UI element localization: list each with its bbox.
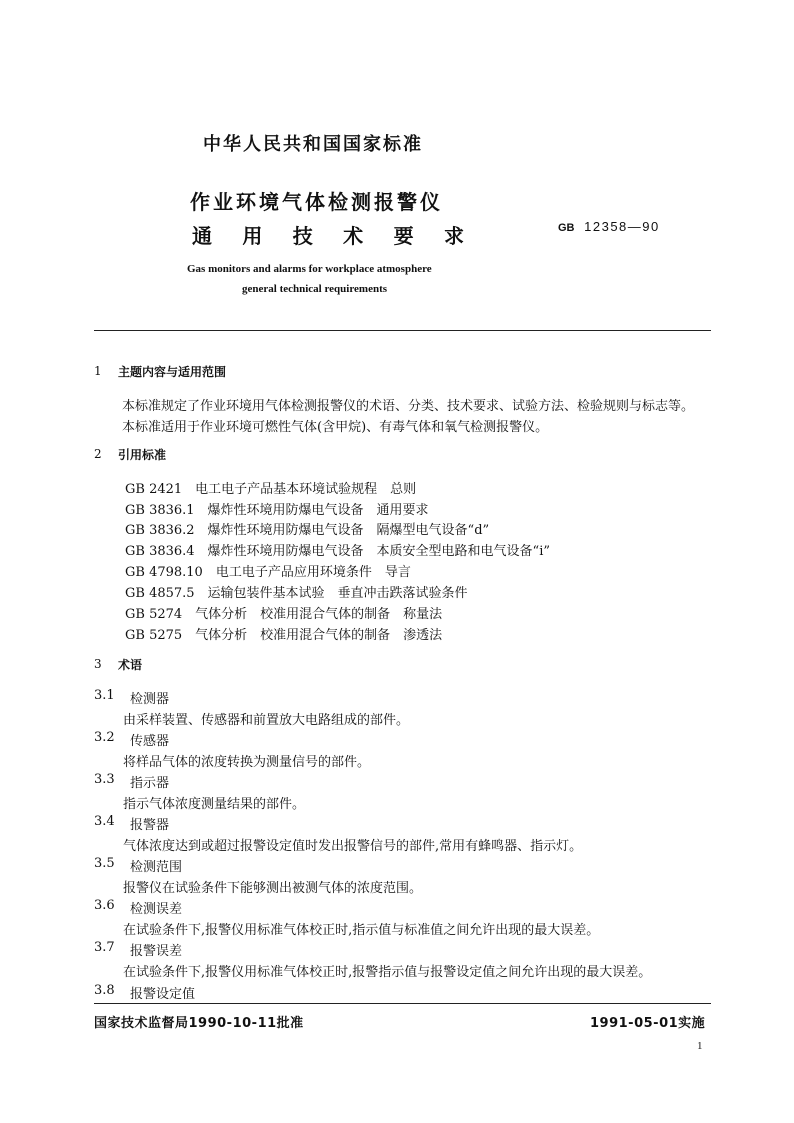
approval-line: 国家技术监督局1990-10-11批准 xyxy=(94,1016,304,1031)
section-heading: 主题内容与适用范围 xyxy=(118,365,227,379)
reference-item: GB 3836.2 爆炸性环境用防爆电气设备 隔爆型电气设备“d” xyxy=(125,523,490,538)
paragraph: 本标准规定了作业环境用气体检测报警仪的术语、分类、技术要求、试验方法、检验规则与标志等。 xyxy=(122,399,695,414)
term-number: 3.2 xyxy=(94,730,115,745)
paragraph: 本标准适用于作业环境可燃性气体(含甲烷)、有毒气体和氧气检测报警仪。 xyxy=(122,420,549,435)
term-name: 检测误差 xyxy=(130,902,183,917)
reference-item: GB 3836.1 爆炸性环境用防爆电气设备 通用要求 xyxy=(125,503,429,518)
term-number: 3.7 xyxy=(94,940,115,955)
term-number: 3.1 xyxy=(94,688,115,703)
section-heading: 术语 xyxy=(118,658,143,672)
footer-divider xyxy=(94,1003,711,1004)
document-title-line2 xyxy=(192,220,464,249)
term-definition: 在试验条件下,报警仪用标准气体校正时,报警指示值与报警设定值之间允许出现的最大误差。 xyxy=(123,965,652,980)
term-name: 报警器 xyxy=(130,818,170,833)
term-number: 3.5 xyxy=(94,856,115,871)
reference-item: GB 4857.5 运输包装件基本试验 垂直冲击跌落试验条件 xyxy=(125,586,468,601)
term-number: 3.6 xyxy=(94,898,115,913)
section-number: 3 xyxy=(94,657,102,671)
term-number: 3.4 xyxy=(94,814,115,829)
title-char: 用 xyxy=(242,224,263,248)
document-title-line1: 作业环境气体检测报警仪 xyxy=(190,190,443,214)
term-definition: 在试验条件下,报警仪用标准气体校正时,指示值与标准值之间允许出现的最大误差。 xyxy=(123,923,600,938)
title-char: 求 xyxy=(443,224,464,248)
term-definition: 将样品气体的浓度转换为测量信号的部件。 xyxy=(123,755,371,770)
title-char: 通 xyxy=(192,224,212,248)
term-name: 指示器 xyxy=(130,776,170,791)
effective-date: 1991-05-01实施 xyxy=(590,1016,706,1031)
page-number: 1 xyxy=(697,1040,703,1052)
term-number: 3.3 xyxy=(94,772,115,787)
section-number: 1 xyxy=(94,364,102,378)
term-name: 报警误差 xyxy=(130,944,183,959)
term-number: 3.8 xyxy=(94,983,115,998)
national-standard-heading: 中华人民共和国国家标准 xyxy=(203,134,423,155)
english-title-line2: general technical requirements xyxy=(242,283,388,295)
term-definition: 指示气体浓度测量结果的部件。 xyxy=(123,797,306,812)
reference-item: GB 2421 电工电子产品基本环境试验规程 总则 xyxy=(125,482,417,497)
header-divider xyxy=(94,330,711,331)
english-title-line1: Gas monitors and alarms for workplace atmosphere xyxy=(187,263,432,275)
term-name: 检测范围 xyxy=(130,860,183,875)
term-definition: 由采样装置、传感器和前置放大电路组成的部件。 xyxy=(123,713,410,728)
standard-prefix: GB xyxy=(558,222,575,234)
term-name: 报警设定值 xyxy=(130,987,196,1002)
title-char: 技 xyxy=(292,224,313,248)
section-heading: 引用标准 xyxy=(118,448,167,462)
section-number: 2 xyxy=(94,447,102,461)
reference-item: GB 3836.4 爆炸性环境用防爆电气设备 本质安全型电路和电气设备“i” xyxy=(125,544,551,559)
reference-item: GB 5275 气体分析 校准用混合气体的制备 渗透法 xyxy=(125,628,443,643)
reference-item: GB 5274 气体分析 校准用混合气体的制备 称量法 xyxy=(125,607,443,622)
term-name: 检测器 xyxy=(130,692,170,707)
term-definition: 报警仪在试验条件下能够测出被测气体的浓度范围。 xyxy=(123,881,423,896)
standard-number: 12358—90 xyxy=(584,219,660,234)
title-char: 要 xyxy=(393,224,414,248)
reference-item: GB 4798.10 电工电子产品应用环境条件 导言 xyxy=(125,565,411,580)
term-definition: 气体浓度达到或超过报警设定值时发出报警信号的部件,常用有蜂鸣器、指示灯。 xyxy=(123,839,583,854)
term-name: 传感器 xyxy=(130,734,170,749)
title-char: 术 xyxy=(343,224,364,248)
standard-code xyxy=(558,219,660,234)
